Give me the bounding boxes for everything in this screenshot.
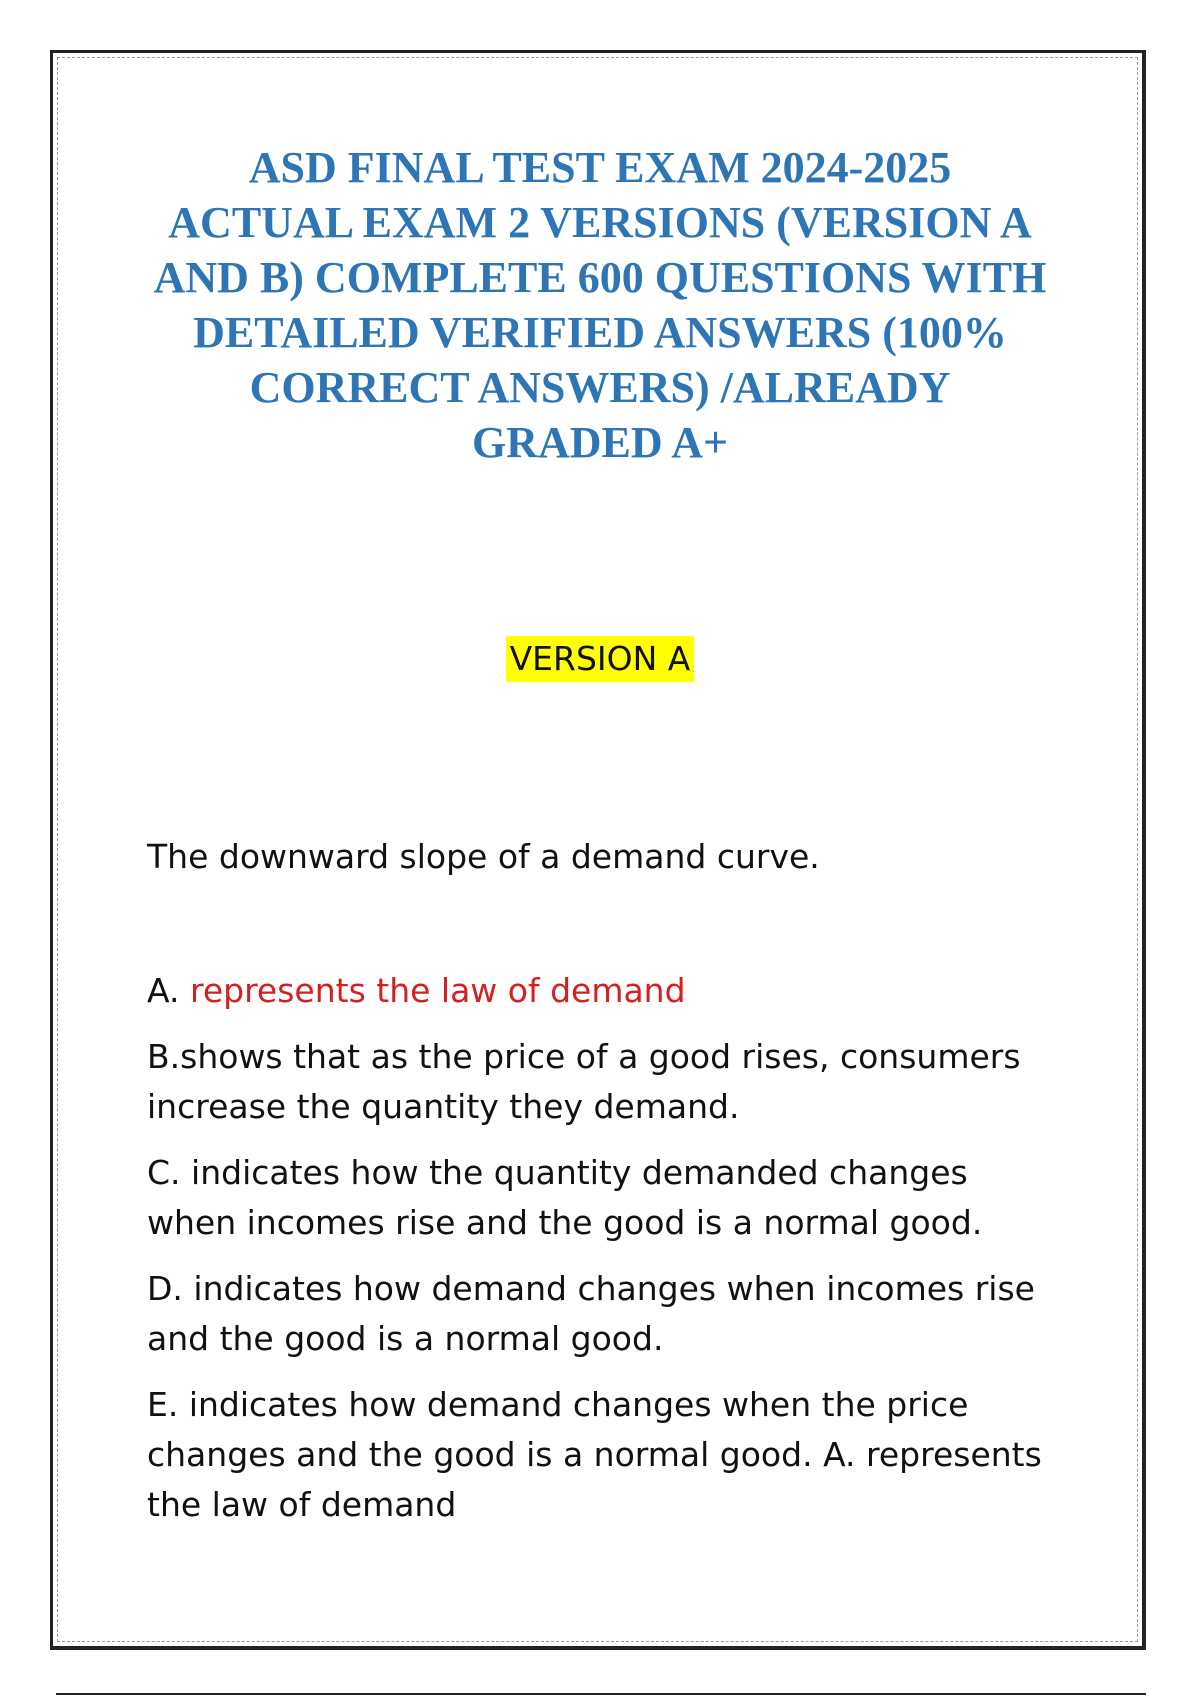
option-c (147, 1148, 1047, 1248)
question-text: The downward slope of a demand curve. (147, 837, 820, 876)
option-a (147, 966, 1047, 1016)
option-text: shows that as the price of a good rises, consumers increase the quantity they demand. (147, 1037, 1021, 1126)
document-title (100, 140, 1100, 470)
option-letter: E. (147, 1385, 179, 1424)
title-line: ACTUAL EXAM 2 VERSIONS (VERSION A (168, 198, 1032, 247)
title-line: CORRECT ANSWERS) /ALREADY (249, 363, 951, 412)
option-text: indicates how the quantity demanded changes when incomes rise and the good is a normal good. (147, 1153, 983, 1242)
answer-text: A. represents the law of demand (147, 1435, 1042, 1524)
version-label: VERSION A (506, 636, 695, 682)
title-line: AND B) COMPLETE 600 QUESTIONS WITH (153, 253, 1047, 302)
title-line: GRADED A+ (471, 418, 729, 467)
option-letter: A. (147, 971, 180, 1010)
option-letter: D. (147, 1269, 183, 1308)
option-letter: B. (147, 1037, 181, 1076)
version-heading (0, 636, 1200, 682)
footer-rule (56, 1693, 1146, 1695)
option-text: indicates how demand changes when the price changes and the good is a normal good. (147, 1385, 969, 1474)
answer-options (147, 966, 1047, 1546)
option-d (147, 1264, 1047, 1364)
title-line: ASD FINAL TEST EXAM 2024-2025 (248, 143, 952, 192)
option-letter: C. (147, 1153, 181, 1192)
option-b (147, 1032, 1047, 1132)
title-line: DETAILED VERIFIED ANSWERS (100% (193, 308, 1007, 357)
option-e (147, 1380, 1047, 1530)
option-text: indicates how demand changes when incomes rise and the good is a normal good. (147, 1269, 1035, 1358)
option-text-correct: represents the law of demand (189, 971, 686, 1010)
